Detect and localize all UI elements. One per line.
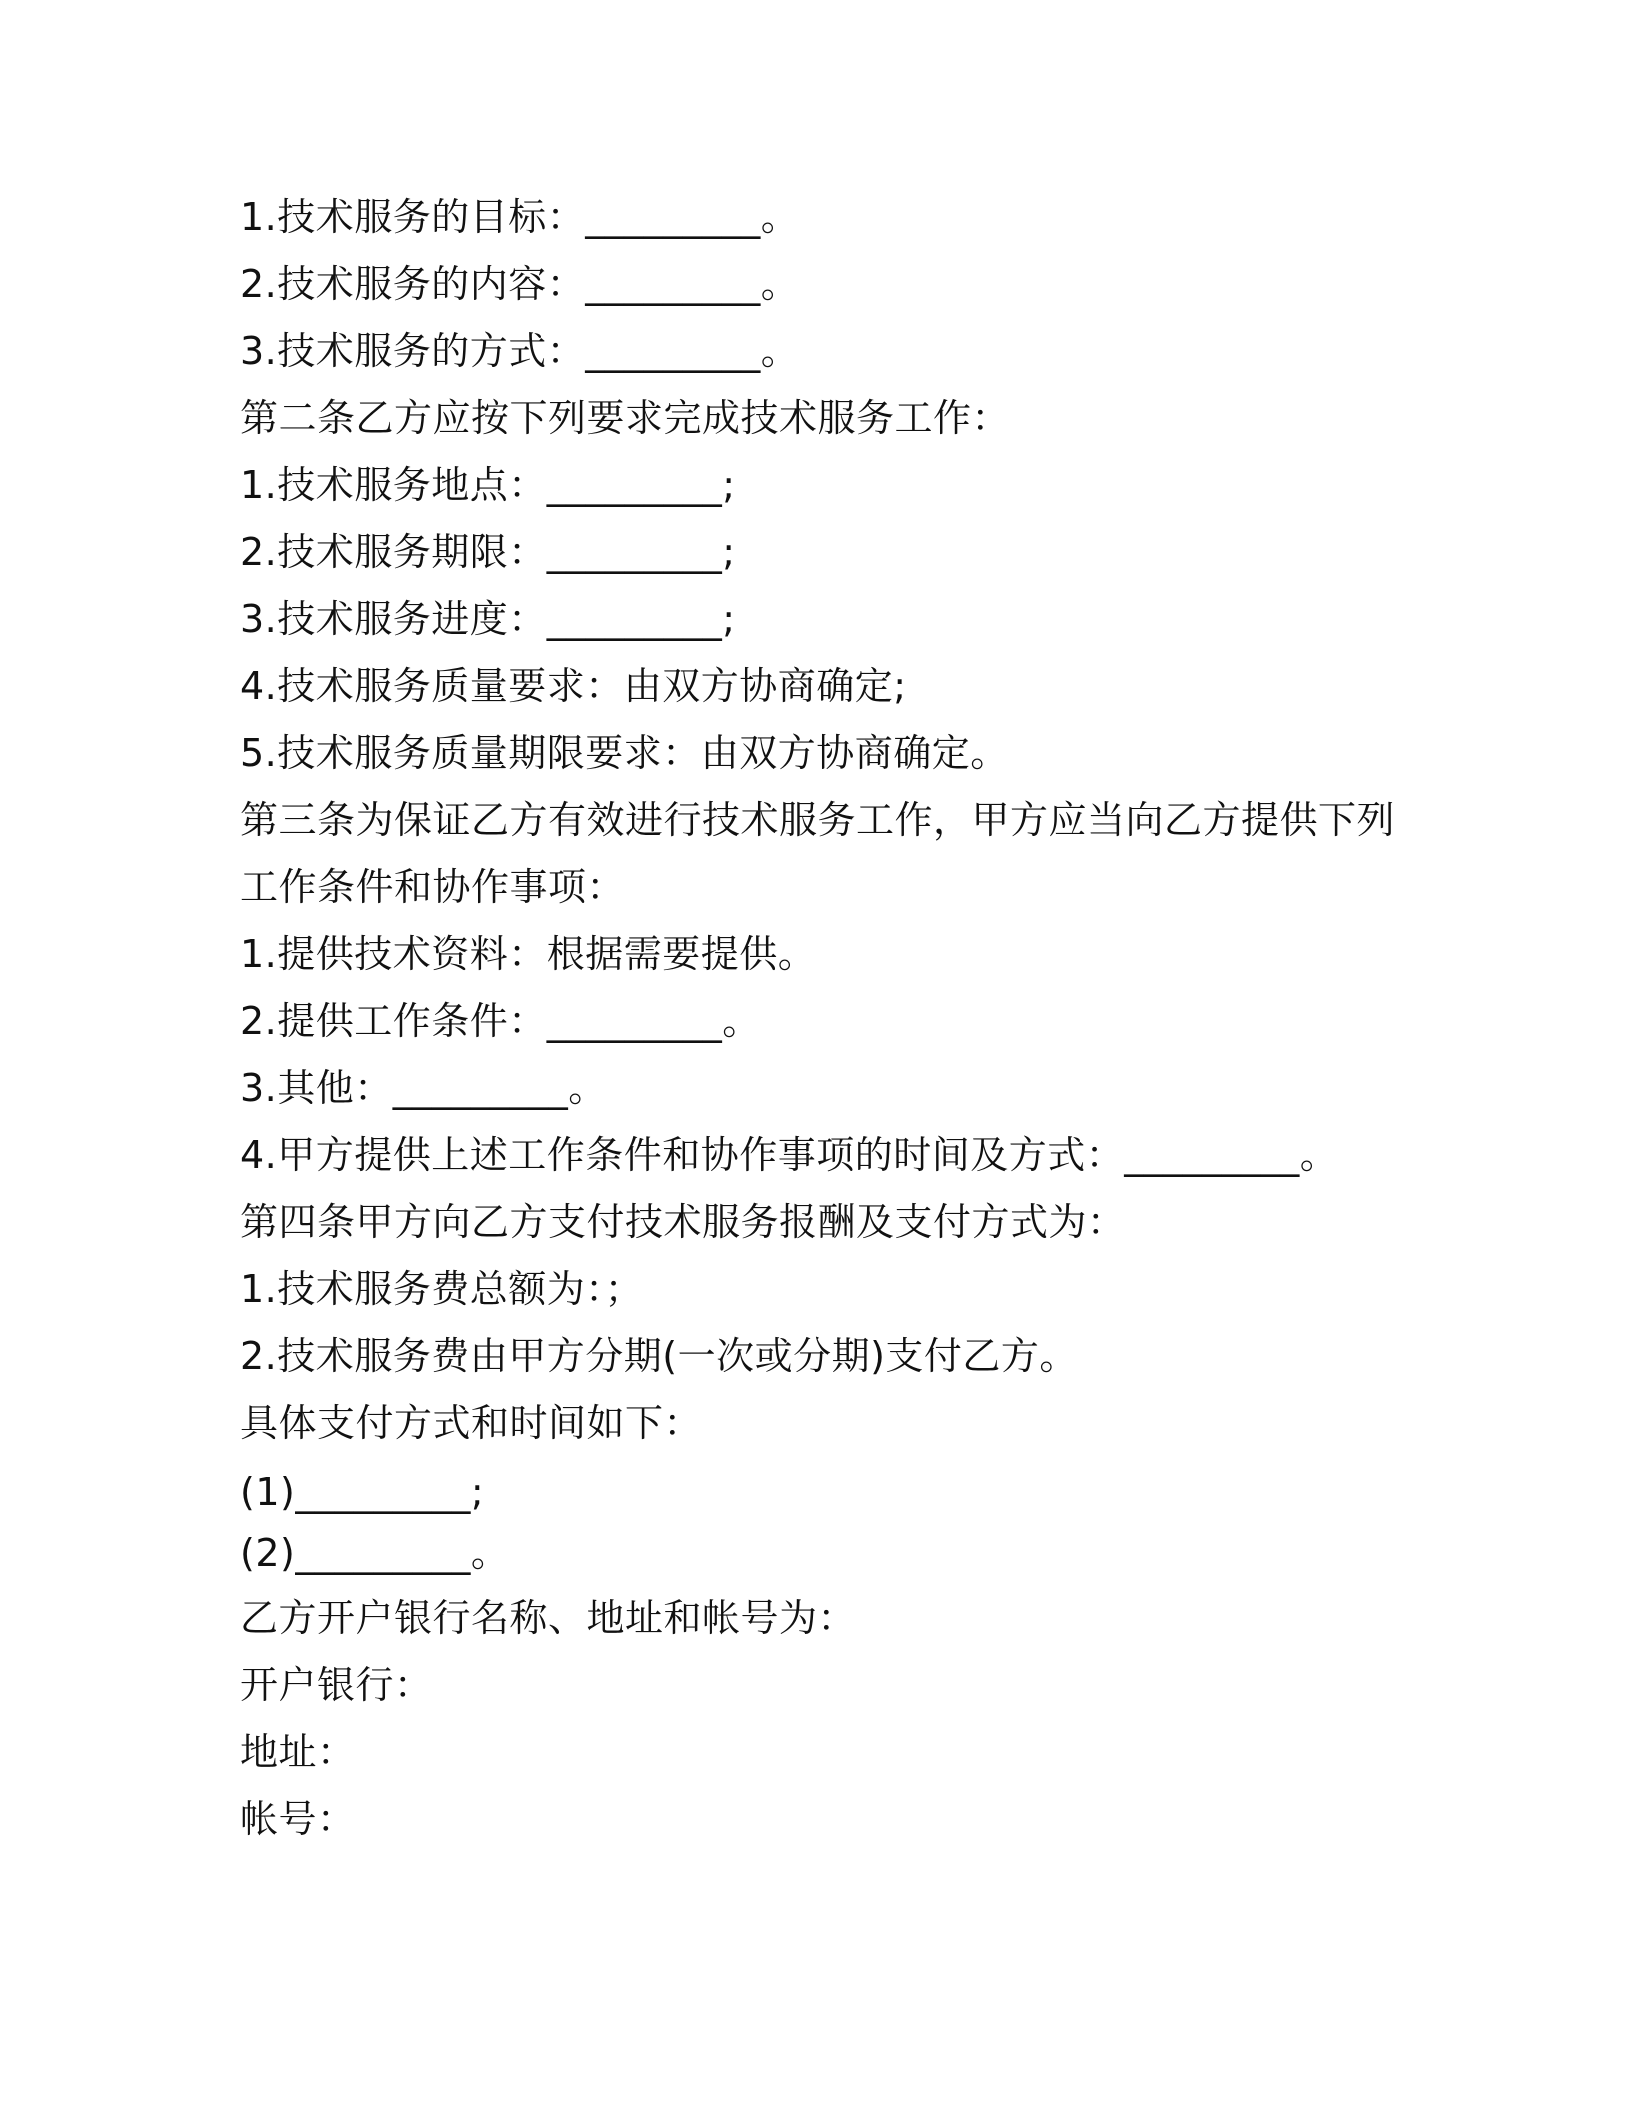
item-provision-time: 4.甲方提供上述工作条件和协作事项的时间及方式：_________。	[240, 1133, 1339, 1177]
item-service-content: 2.技术服务的内容：_________。	[240, 262, 800, 306]
item-work-conditions: 2.提供工作条件：_________。	[240, 999, 761, 1043]
item-tech-materials: 1.提供技术资料：根据需要提供。	[240, 932, 817, 976]
bank-name-label: 开户银行：	[240, 1663, 433, 1707]
item-quality-requirement: 4.技术服务质量要求：由双方协商确定;	[240, 664, 907, 708]
payment-item-2: (2)_________。	[240, 1531, 510, 1575]
item-quality-period: 5.技术服务质量期限要求：由双方协商确定。	[240, 731, 1009, 775]
item-fee-installments: 2.技术服务费由甲方分期(一次或分期)支付乙方。	[240, 1334, 1078, 1378]
article-2-heading: 第二条乙方应按下列要求完成技术服务工作：	[240, 396, 1011, 440]
item-service-progress: 3.技术服务进度：_________;	[240, 597, 736, 641]
article-3-heading-cont: 工作条件和协作事项：	[240, 865, 626, 909]
item-service-goal: 1.技术服务的目标：_________。	[240, 195, 800, 239]
item-other: 3.其他：_________。	[240, 1066, 607, 1110]
payment-item-1: (1)_________;	[240, 1470, 485, 1514]
item-service-location: 1.技术服务地点：_________;	[240, 463, 736, 507]
item-service-method: 3.技术服务的方式：_________。	[240, 329, 800, 373]
bank-info-heading: 乙方开户银行名称、地址和帐号为：	[240, 1596, 857, 1640]
bank-account-label: 帐号：	[240, 1797, 356, 1841]
item-fee-total: 1.技术服务费总额为：；	[240, 1267, 644, 1311]
article-4-heading: 第四条甲方向乙方支付技术服务报酬及支付方式为：	[240, 1200, 1126, 1244]
bank-address-label: 地址：	[240, 1730, 356, 1774]
payment-details-heading: 具体支付方式和时间如下：	[240, 1401, 703, 1445]
article-3-heading: 第三条为保证乙方有效进行技术服务工作，甲方应当向乙方提供下列	[240, 798, 1396, 842]
item-service-period: 2.技术服务期限：_________;	[240, 530, 736, 574]
